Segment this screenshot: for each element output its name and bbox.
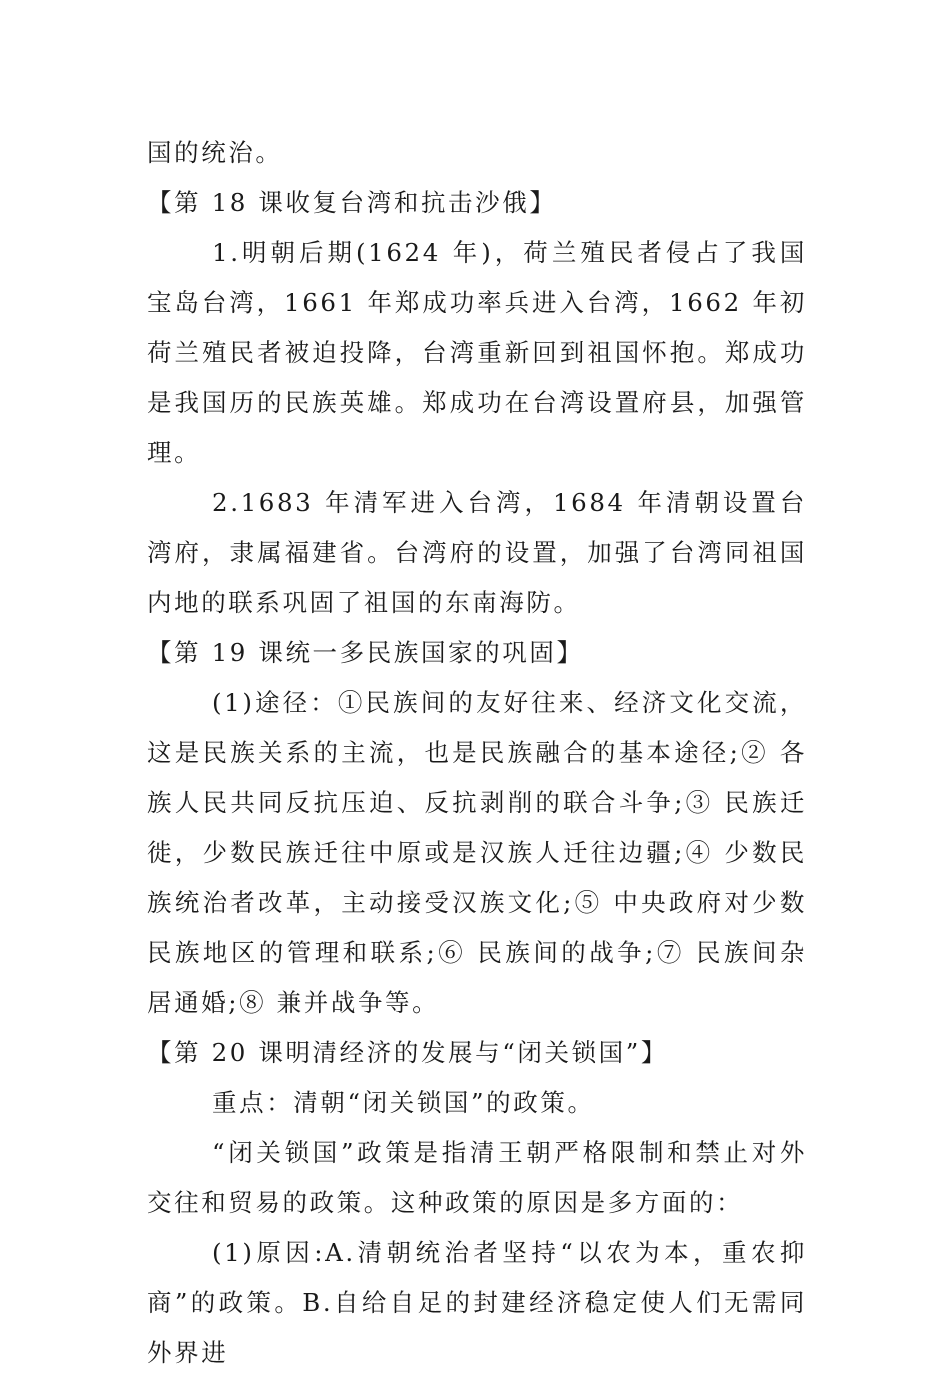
lesson-19-paths: (1)途径：①民族间的友好往来、经济文化交流，这是民族关系的主流，也是民族融合的基本途径;② 各族人民共同反抗压迫、反抗剥削的联合斗争;③ 民族迁徙，少数民族迁往中原或是汉族人迁往边疆;④ 少数民族统治者改革，主动接受汉族文化;⑤ 中央政府对少数民族地区的管理和联系;⑥ 民族间的战争;⑦ 民族间杂居通婚;⑧ 兼并战争等。 (147, 688, 807, 1017)
lesson-20-reasons: (1)原因:A.清朝统治者坚持“以农为本，重农抑商”的政策。B.自给自足的封建经济稳定使人们无需同外界进 (147, 1238, 807, 1367)
lesson-20-heading: 【第 20 课明清经济的发展与“闭关锁国”】 (147, 1038, 668, 1067)
document-body (147, 128, 807, 1378)
lesson-19-heading: 【第 19 课统一多民族国家的巩固】 (147, 638, 584, 667)
lesson-18-heading: 【第 18 课收复台湾和抗击沙俄】 (147, 188, 557, 217)
lesson-18-point-1: 1.明朝后期(1624 年)，荷兰殖民者侵占了我国宝岛台湾，1661 年郑成功率兵进入台湾，1662 年初荷兰殖民者被迫投降，台湾重新回到祖国怀抱。郑成功是我国历的民族英雄。郑成功在台湾设置府县，加强管理。 (147, 238, 807, 467)
paragraph-continuation: 国的统治。 (147, 138, 283, 167)
lesson-20-key-point: 重点：清朝“闭关锁国”的政策。 (212, 1088, 595, 1117)
lesson-18-point-2: 2.1683 年清军进入台湾，1684 年清朝设置台湾府，隶属福建省。台湾府的设置，加强了台湾同祖国内地的联系巩固了祖国的东南海防。 (147, 488, 807, 617)
lesson-20-policy-definition: “闭关锁国”政策是指清王朝严格限制和禁止对外交往和贸易的政策。这种政策的原因是多方面的： (147, 1138, 807, 1217)
